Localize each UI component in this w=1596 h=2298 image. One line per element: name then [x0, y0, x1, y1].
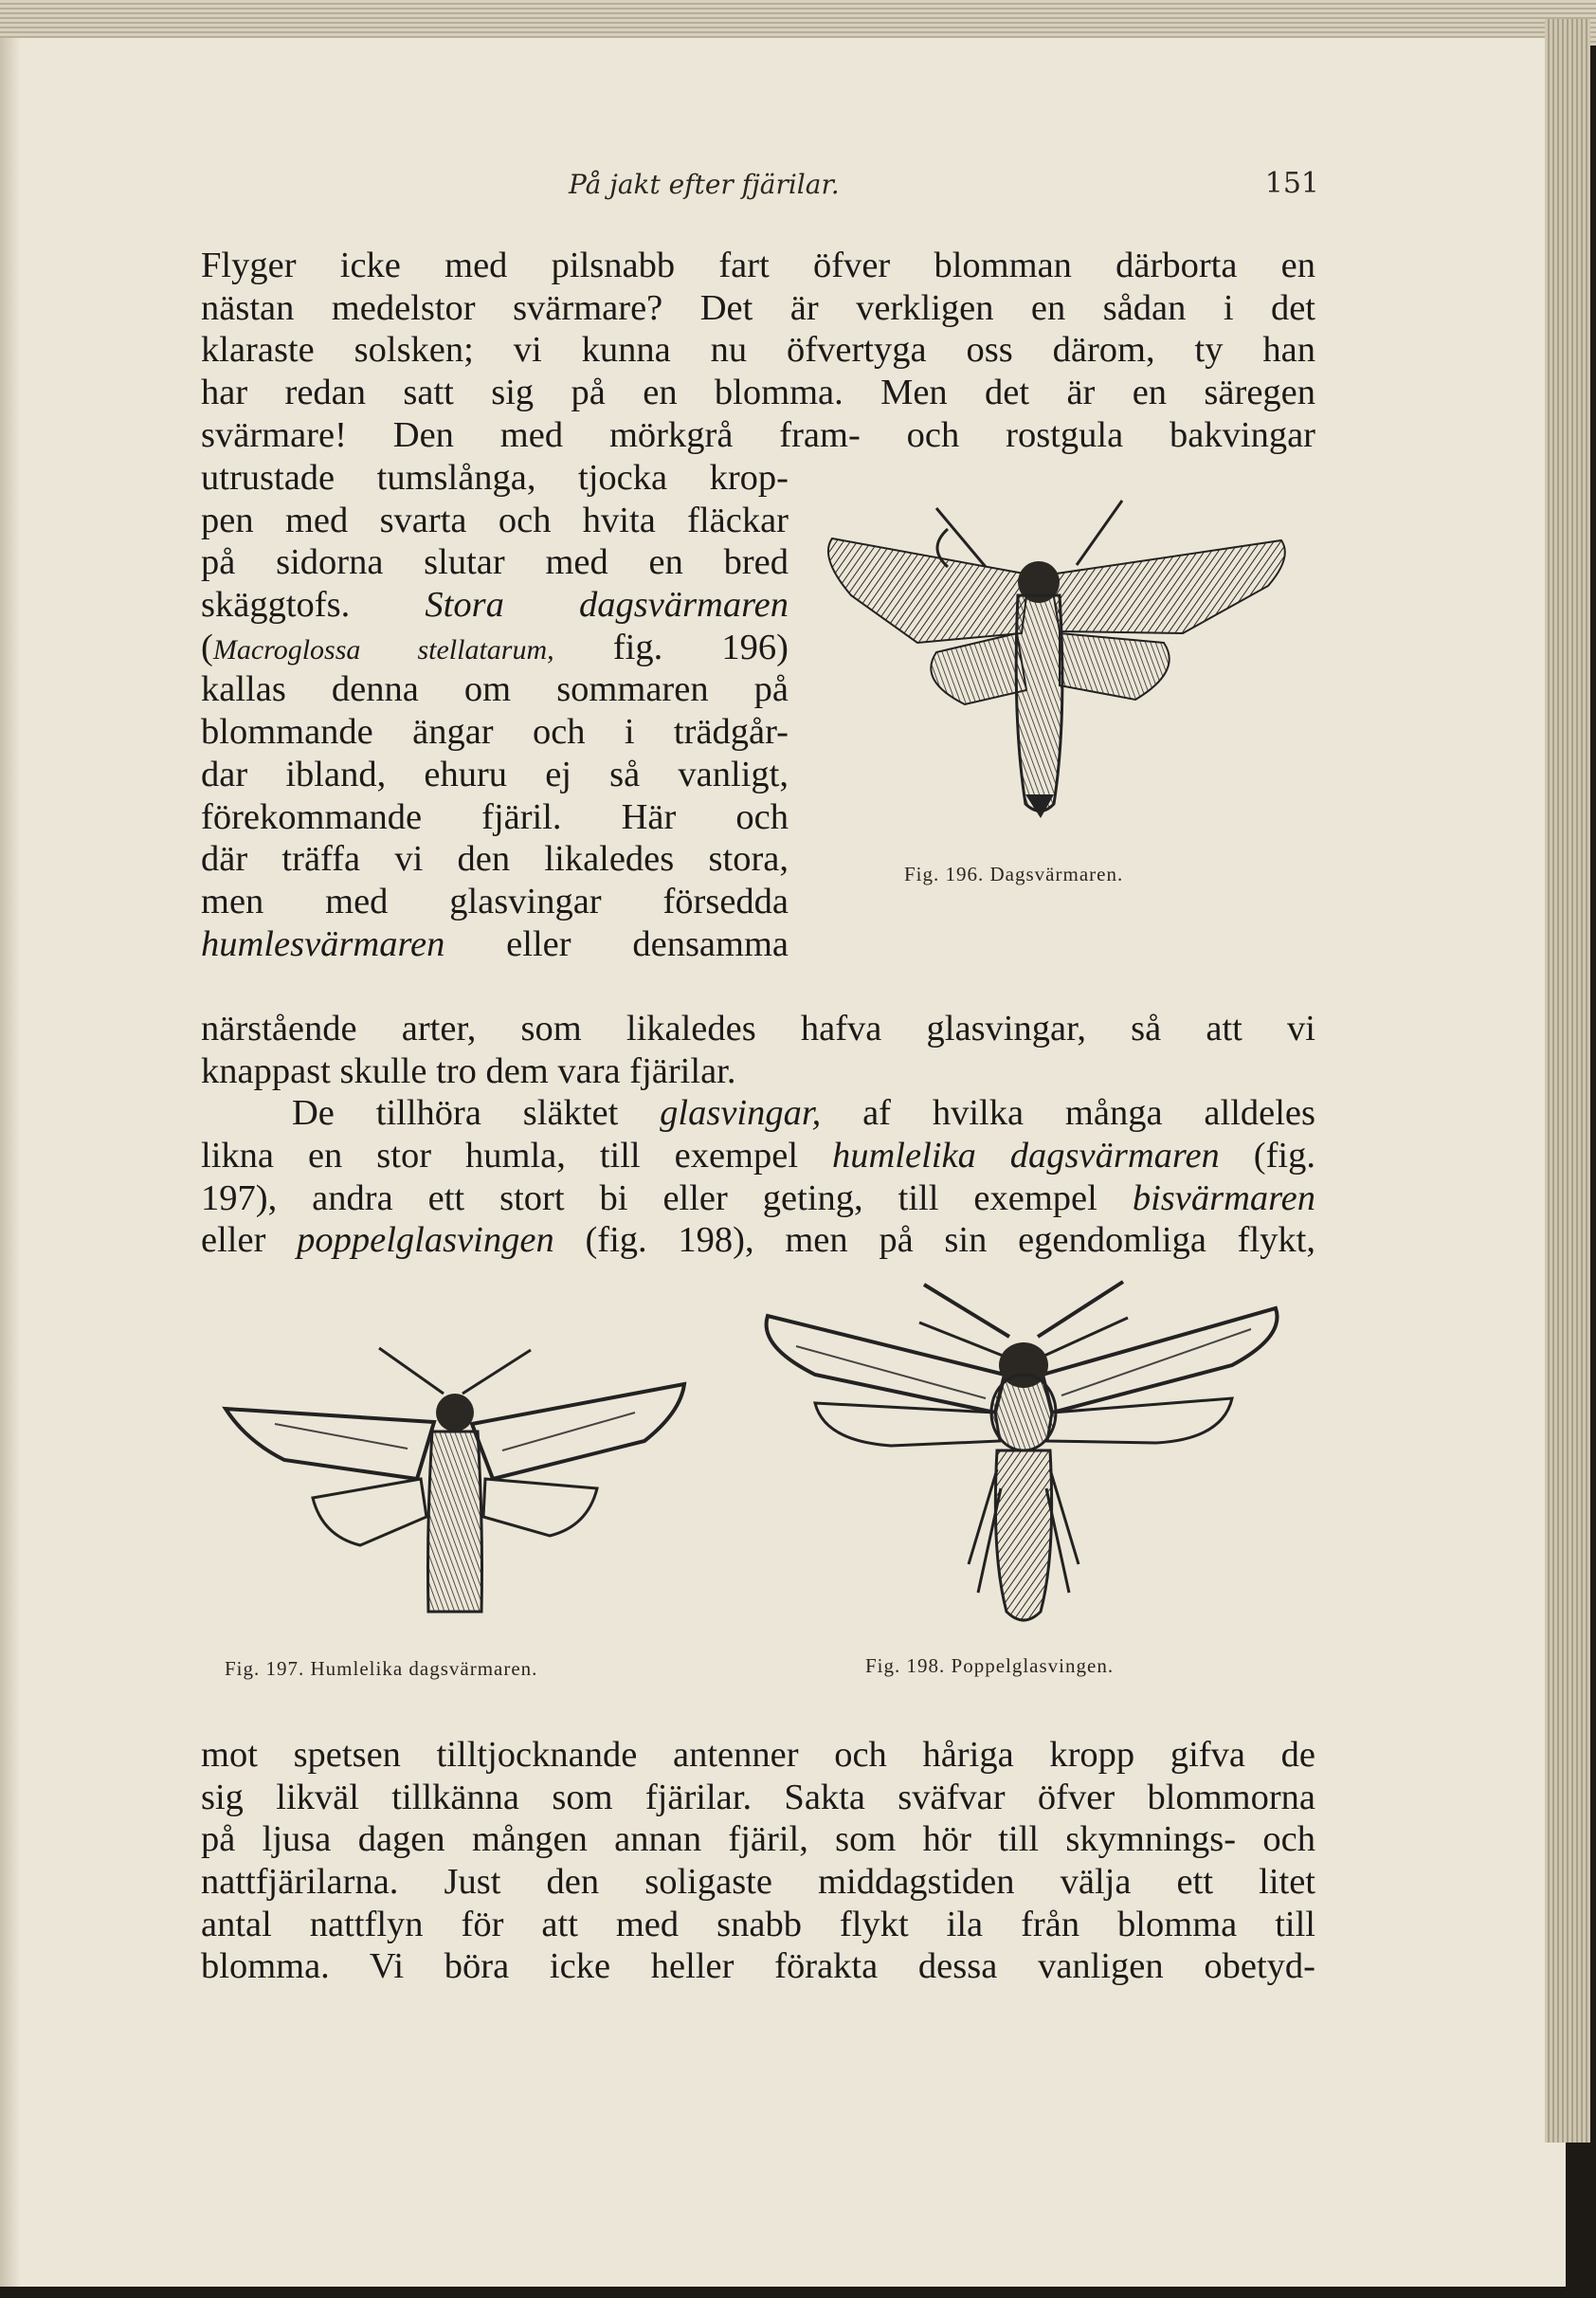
text-line: pen med svarta och hvita fläckar	[201, 500, 789, 540]
text-line: på sidorna slutar med en bred	[201, 542, 789, 583]
text-line: antal nattflyn för att med snabb flykt ila från blomma till	[201, 1904, 1315, 1944]
text-line: har redan satt sig på en blomma. Men det är en säregen	[201, 373, 1315, 413]
italic-term: glasvingar,	[660, 1093, 822, 1134]
figure-198-hornet-moth	[758, 1270, 1289, 1631]
text-line: Flyger icke med pilsnabb fart öfver blomman därborta en	[201, 246, 1315, 285]
text-fragment: eller densamma	[506, 923, 789, 964]
text-line: nattfjärilarna. Just den soligaste middagstiden välja ett litet	[201, 1862, 1315, 1903]
figure-198-caption: Fig. 198. Poppelglasvingen.	[865, 1654, 1115, 1677]
italic-species-name: humlelika dagsvärmaren	[832, 1136, 1220, 1176]
text-line	[201, 627, 789, 669]
text-fragment: (fig. 198), men på sin egendomliga flykt,	[585, 1220, 1316, 1261]
running-head: På jakt efter fjärilar.	[569, 169, 840, 200]
text-fragment: fig. 196)	[612, 627, 789, 667]
text-line: nästan medelstor svärmare? Det är verkligen en sådan i det	[201, 287, 1315, 328]
text-line	[201, 1177, 1315, 1220]
page-number: 151	[1264, 167, 1319, 200]
figure-197-clearwing-moth	[218, 1337, 692, 1621]
text-line: men med glasvingar försedda	[201, 881, 789, 921]
figure-197-caption: Fig. 197. Humlelika dagsvärmaren.	[225, 1657, 538, 1680]
text-fragment: (	[201, 627, 213, 667]
italic-latin-name: Macroglossa stellatarum,	[212, 633, 554, 666]
text-line: närstående arter, som likaledes hafva glasvingar, så att vi	[201, 1009, 1315, 1049]
text-fragment: likna en stor humla, till exempel	[201, 1136, 799, 1176]
text-fragment: skäggtofs.	[201, 585, 351, 626]
text-line: svärmare! Den med mörkgrå fram- och rostgula bakvingar	[201, 414, 1315, 455]
paragraph-3	[201, 1734, 1315, 1988]
figure-196-moth	[823, 491, 1297, 842]
text-fragment: De tillhöra släktet	[292, 1093, 619, 1134]
text-line: mot spetsen tilltjocknande antenner och håriga kropp gifva de	[201, 1735, 1315, 1775]
paragraph-1-wrapped	[201, 457, 789, 965]
text-line	[201, 923, 789, 966]
page-stack-right-edge	[1545, 19, 1590, 2143]
text-fragment: 197), andra ett stort bi eller geting, till exempel	[201, 1177, 1097, 1218]
text-line	[201, 1135, 1315, 1177]
text-line: utrustade tumslånga, tjocka krop-	[201, 458, 789, 498]
text-line: blommande ängar och i trädgår-	[201, 712, 789, 753]
text-line: klaraste solsken; vi kunna nu öfvertyga oss därom, ty han	[201, 330, 1315, 371]
page-gutter-shadow	[0, 38, 21, 2287]
text-line: där träffa vi den likaledes stora,	[201, 839, 789, 880]
paragraph-1-intro	[201, 245, 1315, 456]
text-line: kallas denna om sommaren på	[201, 669, 789, 710]
text-line: på ljusa dagen mången annan fjäril, som hör till skymnings- och	[201, 1819, 1315, 1860]
italic-species-name: bisvärmaren	[1132, 1177, 1316, 1218]
text-line: dar ibland, ehuru ej så vanligt,	[201, 754, 789, 794]
italic-species-name: poppelglasvingen	[297, 1220, 554, 1261]
figure-196-caption: Fig. 196. Dagsvärmaren.	[904, 863, 1124, 885]
text-line	[201, 584, 789, 627]
text-line: knappast skulle tro dem vara fjärilar.	[201, 1050, 736, 1091]
text-line: sig likväl tillkänna som fjärilar. Sakta sväfvar öfver blommorna	[201, 1777, 1315, 1817]
text-fragment: (fig.	[1253, 1136, 1315, 1176]
italic-species-name: humlesvärmaren	[201, 923, 445, 964]
text-line: blomma. Vi böra icke heller förakta dessa vanligen obetyd-	[201, 1946, 1315, 1987]
text-fragment: af hvilka många alldeles	[862, 1093, 1315, 1134]
text-fragment: eller	[201, 1220, 266, 1261]
text-line	[201, 1092, 1315, 1135]
italic-species-name: Stora dagsvärmaren	[425, 585, 789, 626]
text-line	[201, 1219, 1315, 1262]
text-line: förekommande fjäril. Här och	[201, 796, 789, 837]
paragraph-1-end-and-2	[201, 1008, 1315, 1262]
